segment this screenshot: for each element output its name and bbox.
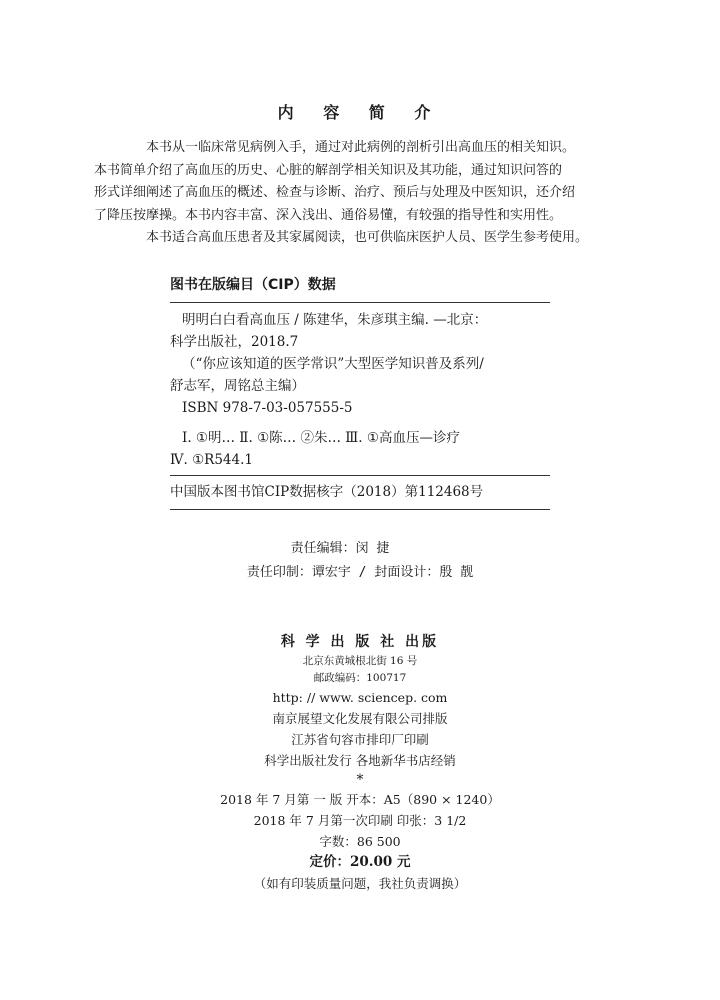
synopsis-body — [94, 137, 606, 250]
synopsis-title: 内 容 简 介 — [277, 103, 443, 122]
synopsis-line-4: 了降压按摩操。本书内容丰富、深入浅出、通俗易懂，有较强的指导性和实用性。 — [94, 207, 563, 223]
distribution-line: 科学出版社发行 各地新华书店经销 — [264, 753, 456, 768]
price: 定价：20.00 元 — [309, 854, 411, 870]
synopsis-line-2: 本书简单介绍了高血压的历史、心脏的解剖学相关知识及其功能，通过知识问答的 — [94, 162, 563, 178]
printer-line: 江苏省句容市排印厂印刷 — [291, 732, 429, 747]
credits-block — [0, 537, 720, 585]
word-count: 字数：86 500 — [319, 834, 401, 849]
cip-record — [170, 303, 550, 475]
printing-and-cover-design: 责任印制：谭宏宇 / 封面设计：殷 靓 — [246, 565, 474, 580]
postcode: 邮政编码：100717 — [313, 672, 407, 684]
cip-classification-2: Ⅳ. ①R544.1 — [170, 452, 253, 468]
responsible-editor: 责任编辑：闵 捷 — [290, 541, 390, 556]
imprint-block — [0, 632, 720, 894]
cip-record-number-text: 中国版本图书馆CIP数据核字（2018）第112468号 — [170, 484, 484, 500]
publisher-address: 北京东黄城根北街 16 号 — [302, 655, 418, 667]
cip-series-line: （“你应该知道的医学常识”大型医学知识普及系列/ — [182, 356, 484, 372]
typesetter-line: 南京展望文化发展有限公司排版 — [272, 711, 448, 726]
quality-notice: （如有印装质量问题，我社负责调换） — [253, 876, 467, 891]
printing-line: 2018 年 7 月第一次印刷 印张：3 1/2 — [253, 813, 467, 828]
cip-block — [170, 274, 550, 510]
publisher-website: http: // www. sciencep. com — [272, 690, 448, 705]
synopsis-paragraph-2: 本书适合高血压患者及其家属阅读，也可供临床医护人员、医学生参考使用。 — [146, 230, 589, 245]
cip-title-line: 明明白白看高血压 / 陈建华，朱彦琪主编. —北京： — [182, 312, 488, 328]
cip-record-number — [170, 475, 550, 510]
cip-classification-1: Ⅰ. ①明… Ⅱ. ①陈… ②朱… Ⅲ. ①高血压—诊疗 — [182, 430, 460, 446]
cip-heading: 图书在版编目（CIP）数据 — [170, 274, 550, 303]
synopsis-line-3: 形式详细阐述了高血压的概述、检查与诊断、治疗、预后与处理及中医知识，还介绍 — [94, 185, 576, 200]
synopsis-paragraph-1 — [94, 137, 606, 227]
cip-publisher-line: 科学出版社，2018.7 — [170, 334, 299, 350]
cip-isbn: ISBN 978-7-03-057555-5 — [182, 400, 353, 416]
publisher-line: 科 学 出 版 社 出版 — [280, 634, 440, 650]
edition-line: 2018 年 7 月第 一 版 开本：A5（890 × 1240） — [220, 792, 500, 807]
synopsis-line-1: 本书从一临床常见病例入手，通过对此病例的剖析引出高血压的相关知识。 — [146, 140, 576, 155]
separator-star: * — [356, 772, 364, 788]
cip-series-editors-line: 舒志军，周铭总主编） — [170, 378, 305, 394]
